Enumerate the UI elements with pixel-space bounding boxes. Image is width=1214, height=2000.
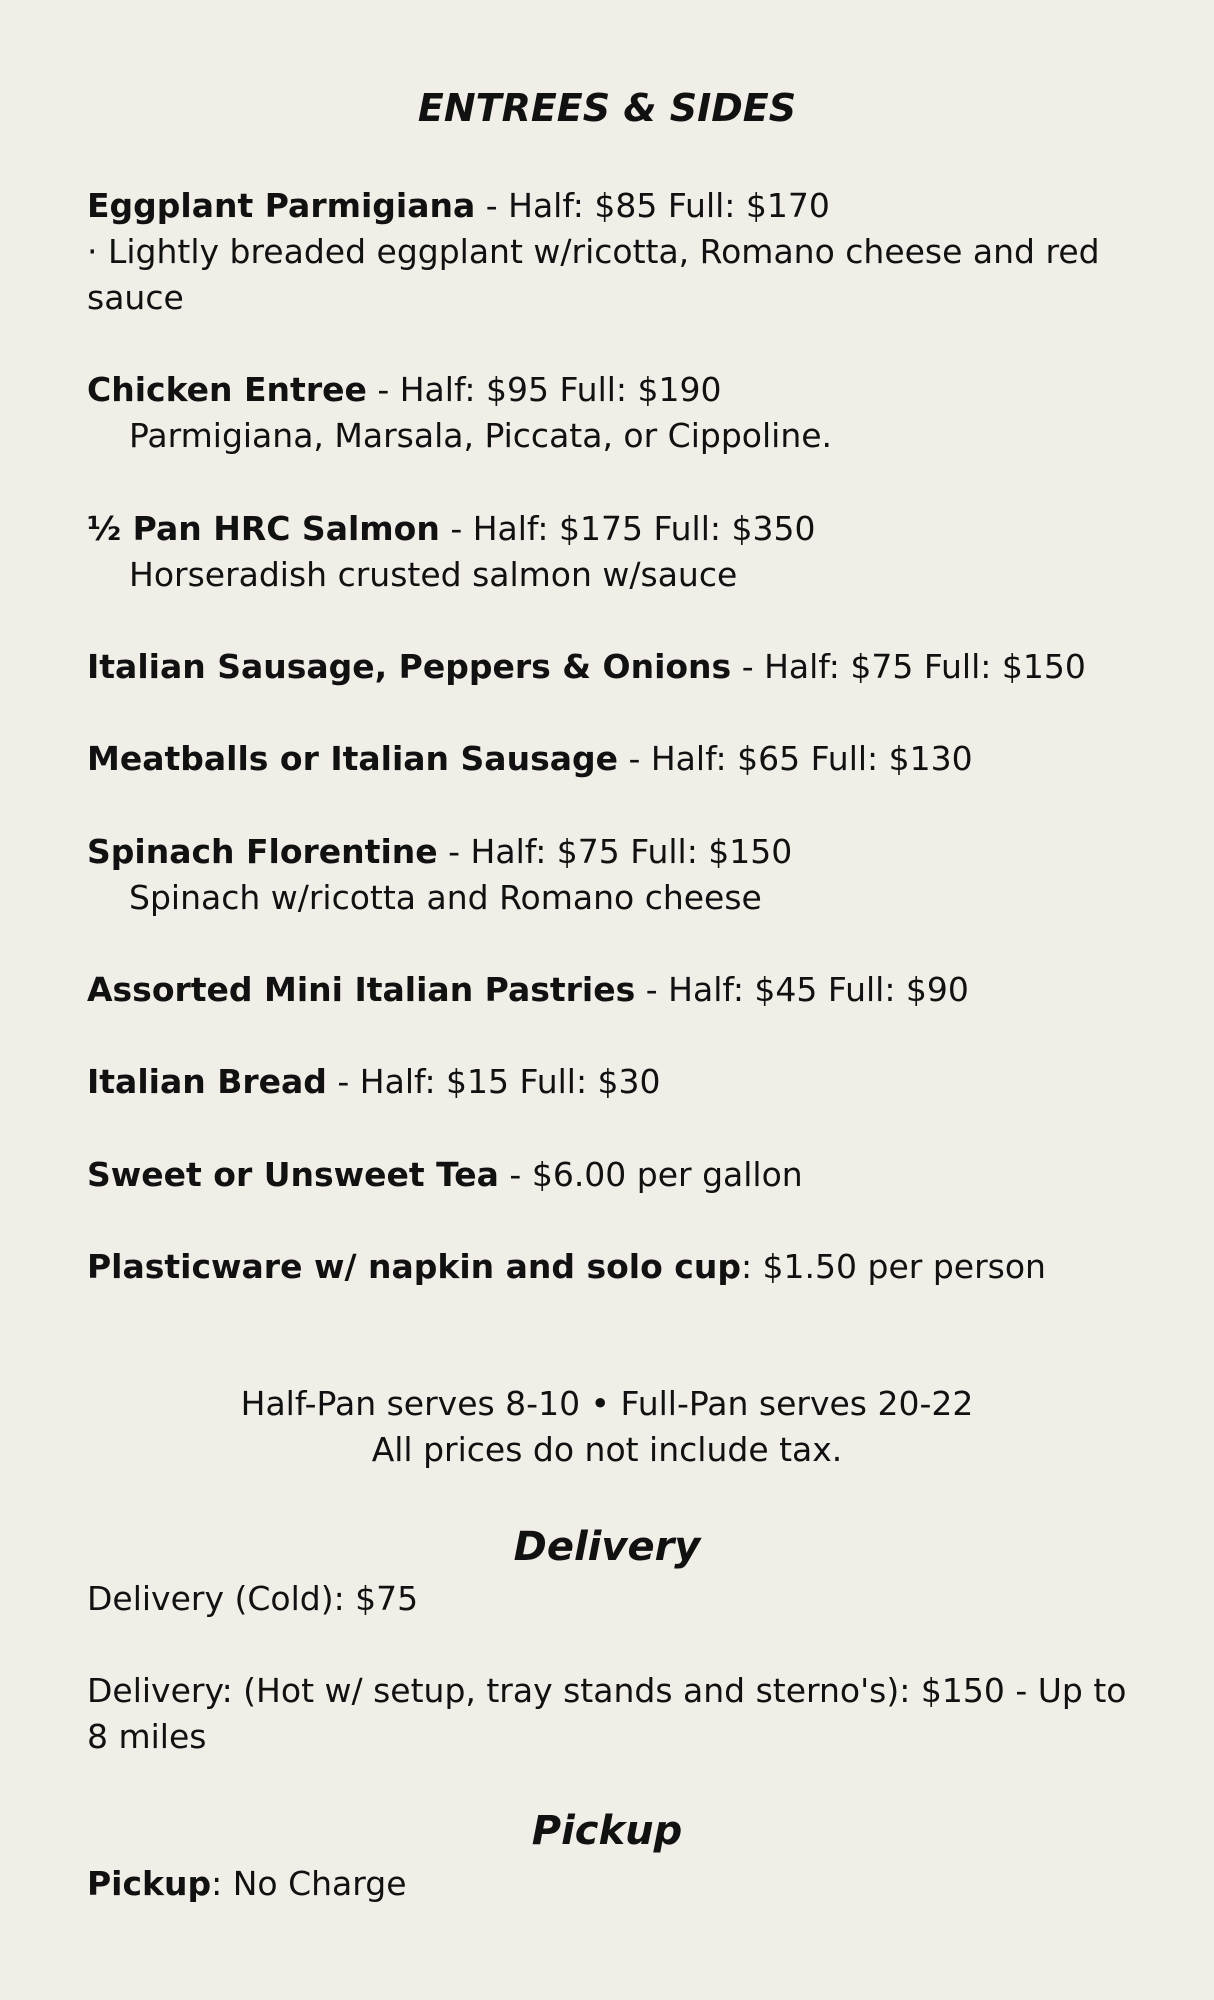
item-name: Eggplant Parmigiana xyxy=(87,186,476,225)
item-price: - Half: $75 Full: $150 xyxy=(731,647,1086,686)
item-price: - Half: $75 Full: $150 xyxy=(437,832,793,871)
menu-item-eggplant xyxy=(87,183,1127,321)
item-name: Meatballs or Italian Sausage xyxy=(87,739,618,778)
serving-note: Half-Pan serves 8-10 • Full-Pan serves 20-22 xyxy=(240,1384,974,1423)
pickup-label: Pickup xyxy=(87,1864,212,1903)
menu-item-plasticware xyxy=(87,1244,1127,1290)
menu-item-bread xyxy=(87,1059,1127,1105)
menu-item-pastries xyxy=(87,967,1127,1013)
item-price: - Half: $175 Full: $350 xyxy=(439,509,816,548)
menu-item-tea xyxy=(87,1152,1127,1198)
item-name: ½ Pan HRC Salmon xyxy=(87,509,440,548)
item-price: - Half: $95 Full: $190 xyxy=(366,370,722,409)
item-name: Assorted Mini Italian Pastries xyxy=(87,970,636,1009)
item-description: Spinach w/ricotta and Romano cheese xyxy=(129,878,762,917)
item-name: Italian Bread xyxy=(87,1062,327,1101)
item-price: - Half: $15 Full: $30 xyxy=(326,1062,661,1101)
item-name: Sweet or Unsweet Tea xyxy=(87,1155,499,1194)
item-name: Italian Sausage, Peppers & Onions xyxy=(87,647,732,686)
tax-note: All prices do not include tax. xyxy=(371,1430,843,1469)
item-description: · Lightly breaded eggplant w/ricotta, Romano cheese and red sauce xyxy=(87,232,1100,317)
serving-notes xyxy=(87,1381,1127,1473)
menu-item-chicken xyxy=(87,367,1127,459)
item-name: Plasticware w/ napkin and solo cup xyxy=(87,1247,741,1286)
item-description: Parmigiana, Marsala, Piccata, or Cippoline. xyxy=(129,416,833,455)
page-title: ENTREES & SIDES xyxy=(417,86,797,130)
menu-item-spinach xyxy=(87,829,1127,921)
menu-item-salmon xyxy=(87,506,1127,598)
pickup-line xyxy=(87,1861,1127,1907)
menu-item-meatballs xyxy=(87,736,1127,782)
item-price: - Half: $85 Full: $170 xyxy=(475,186,830,225)
item-name: Chicken Entree xyxy=(87,370,367,409)
menu-item-sausage-peppers xyxy=(87,644,1127,690)
pickup-value: : No Charge xyxy=(211,1864,407,1903)
delivery-hot: Delivery: (Hot w/ setup, tray stands and sterno's): $150 - Up to 8 miles xyxy=(87,1671,1127,1756)
item-price: - Half: $65 Full: $130 xyxy=(617,739,973,778)
delivery-cold: Delivery (Cold): $75 xyxy=(87,1579,419,1618)
item-price: - $6.00 per gallon xyxy=(498,1155,803,1194)
item-price: : $1.50 per person xyxy=(740,1247,1046,1286)
item-description: Horseradish crusted salmon w/sauce xyxy=(129,555,738,594)
pickup-heading: Pickup xyxy=(531,1808,683,1854)
item-name: Spinach Florentine xyxy=(87,832,438,871)
item-price: - Half: $45 Full: $90 xyxy=(635,970,969,1009)
delivery-heading: Delivery xyxy=(513,1524,701,1570)
